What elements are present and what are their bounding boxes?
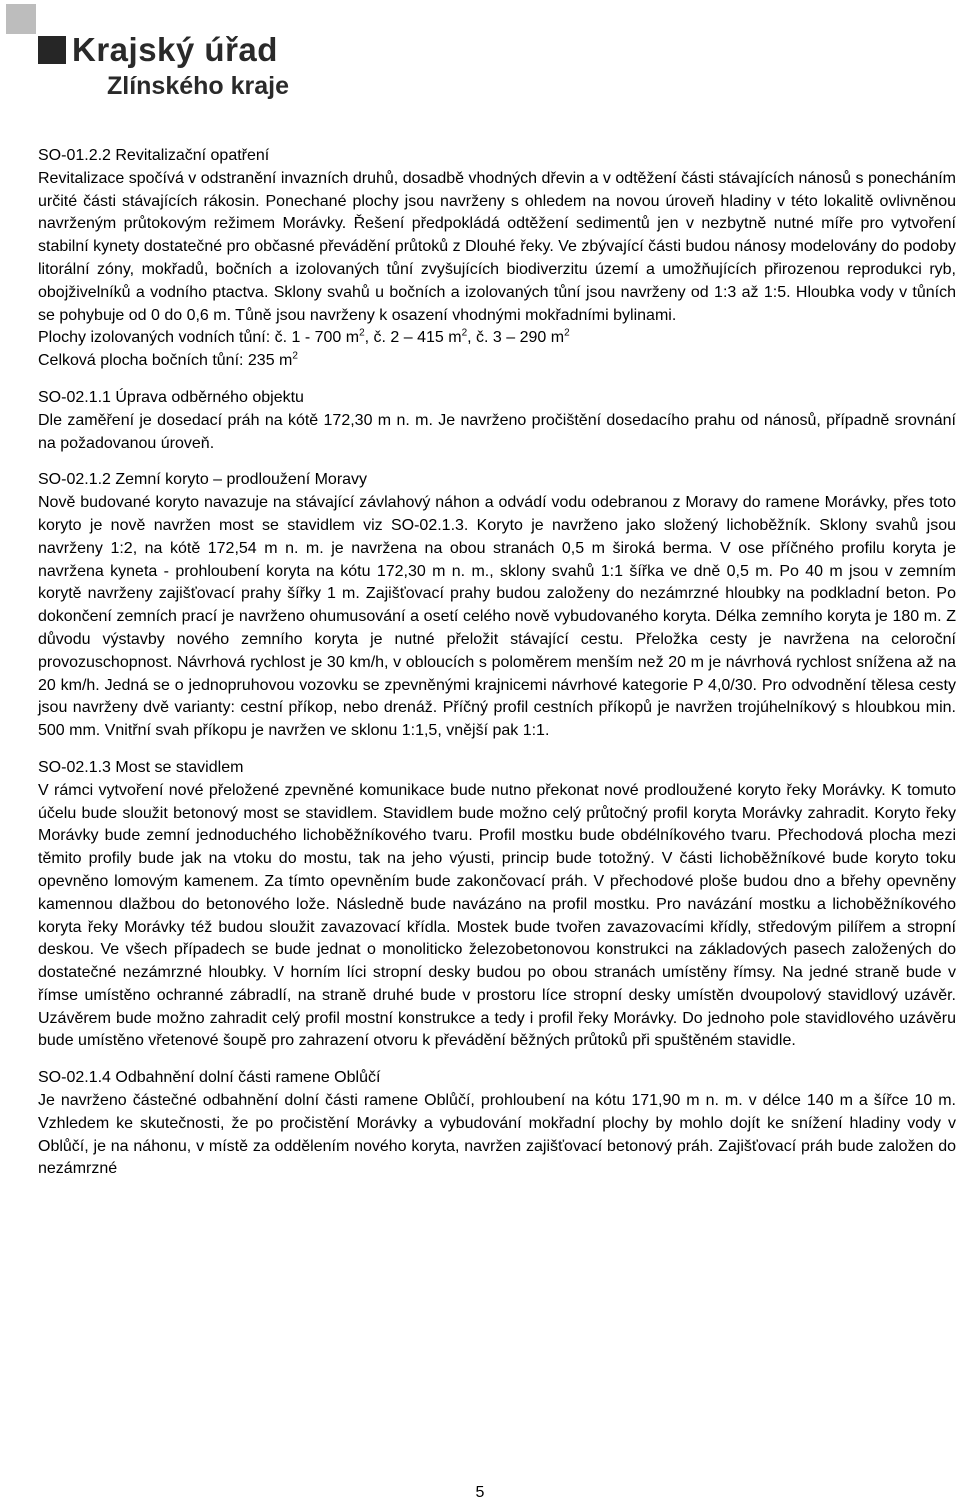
total-area-line — [38, 350, 956, 373]
superscript: 2 — [564, 328, 570, 340]
section-heading: SO-01.2.2 Revitalizační opatření — [38, 147, 270, 164]
document-body — [38, 145, 956, 1181]
logo-square-light — [6, 4, 36, 34]
section-zemni-koryto — [38, 469, 956, 743]
superscript: 2 — [461, 328, 468, 340]
areas-text-1: Plochy izolovaných vodních tůní: č. 1 - 700 m — [38, 329, 360, 347]
areas-text-2: , č. 2 – 415 m — [364, 329, 462, 347]
logo-title: Krajský úřad — [72, 31, 278, 68]
section-most-se-stavidlem — [38, 757, 956, 1053]
paragraph: Nově budované koryto navazuje na stávající závlahový náhon a odvádí vodu odebranou z Moravy do ramene Morávky, přes toto koryto je nově navržen most se stavidlem viz SO-02.1.3. Koryto je navrženo jako složený lichoběžník. Sklony svahů jsou navrženy 1:2, na kótě 172,54 m n. m. je navržena na obou stranách 0,5 m široká berma. V ose příčného profilu koryta je navržena kyneta - prohloubení koryta na kótu 172,30 m n. m., sklony svahů 1:1 šířka ve dně 0,5 m. Po 40 m jsou v zemním korytě navrženy zajišťovací prahy šířky 1 m. Zajišťovací prahy budou založeny do nezámrzné hloubky na podkladní beton. Po dokončení zemních prací je navrženo ohumusování a osetí celého nově vybudovaného koryta. Délka zemního koryta je 180 m. Z důvodu výstavby nového zemního koryta je nutné přeložit stávající cestu. Přeložka cesty je navržena na celoroční provozuschopnost. Návrhová rychlost je 30 km/h, v obloucích s poloměrem menším než 20 m je návrhová rychlost snížena až na 20 km/h. Jedná se o jednopruhovou vozovku se zpevněnými krajnicemi návrhové kategorie P 4,0/30. Pro odvodnění tělesa cesty jsou navrženy dvě varianty: cestní příkop, nebo drenáž. Příčný profil cestních příkopů je navržen trojúhelníkový s hloubkou min. 500 mm. Vnitřní svah příkopu je navržen ve sklonu 1:1,5, vnější pak 1:1. — [38, 494, 956, 740]
superscript: 2 — [292, 350, 298, 362]
total-area-text: Celková plocha bočních tůní: 235 m — [38, 352, 293, 370]
paragraph: Je navrženo částečné odbahnění dolní části ramene Oblůčí, prohloubení na kótu 171,90 m n. m. v délce 140 m a šířce 10 m. Vzhledem ke skutečnosti, že po pročistění Morávky a vybudování mokřadní plochy by mohlo dojít ke snížení hladiny vody v Oblůčí, je na náhonu, v místě za oddělením nového koryta, navržen zajišťovací betonový práh. Zajišťovací práh bude založen do nezámrzné — [38, 1092, 956, 1178]
logo-square-dark — [38, 36, 66, 64]
page-number: 5 — [475, 1484, 485, 1501]
section-revitalizace — [38, 145, 956, 373]
areas-line — [38, 327, 956, 350]
section-heading: SO-02.1.3 Most se stavidlem — [38, 758, 244, 776]
areas-text-3: , č. 3 – 290 m — [467, 329, 565, 347]
section-odberny-objekt — [38, 387, 956, 455]
paragraph: Dle zaměření je dosedací práh na kótě 172,30 m n. m. Je navrženo pročištění dosedacího prahu od nánosů, případně srovnání na požadovanou úroveň. — [38, 411, 956, 452]
paragraph: V rámci vytvoření nové přeložené zpevněné komunikace bude nutno překonat nové prodloužené koryto řeky Morávky. K tomuto účelu bude sloužit betonový most se stavidlem. Stavidlem bude možno celý průtočný profil koryta Morávky zahradit. Koryto řeky Morávky bude zemní jednoduchého lichoběžníkového tvaru. Profil mostku bude obdélníkového tvaru. Přechodová plocha mezi těmito profily bude jak na vtoku do mostu, tak na jeho výusti, princip bude totožný. V části lichoběžníkové bude koryto toku opevněno lomovým kamenem. Za tímto opevněním bude zakončovací práh. V přechodové ploše budou dno a břehy opevněny kamennou dlažbou do betonového lože. Následně bude navázáno na profil mostku. Pro navázání mostku a lichoběžníkového koryta řeky Morávky též budou sloužit zavazovací křídla. Mostek bude tvořen zavazovacími křídly, středovým pilířem a stropní deskou. Ve všech případech se bude jednat o monoliticko železobetonovou konstrukci na základových pasech založených do dostatečné nezámrzné hloubky. V horním líci stropní desky budou po obou stranách umístěny římsy. Na jedné straně bude v římse umístěno ochranné zábradlí, na straně druhé bude v prostoru líce stropní desky umístěn dvoupolový stavidlový uzávěr. Uzávěrem bude možno zahradit celý profil mostní konstrukce a tedy i profil řeky Morávky. Do jednoho pole stavidlového uzávěru bude umístěno vřetenové šoupě pro zahrazení otvoru k převádění běžných průtoků při spuštěném stavidle. — [38, 781, 956, 1050]
section-heading: SO-02.1.4 Odbahnění dolní části ramene Oblůčí — [38, 1069, 381, 1087]
superscript: 2 — [359, 328, 365, 340]
logo-subtitle: Zlínského kraje — [107, 72, 290, 100]
logo-square-blank — [38, 4, 66, 34]
section-heading: SO-02.1.1 Úprava odběrného objektu — [38, 388, 304, 406]
section-odbahneni — [38, 1067, 956, 1181]
section-heading: SO-02.1.2 Zemní koryto – prodloužení Moravy — [38, 471, 368, 489]
paragraph: Revitalizace spočívá v odstranění invazních druhů, dosadbě vhodných dřevin a v odtěžení části stávajících nánosů s ponecháním určité části stávajících rákosin. Ponechané plochy jsou navrženy s ohledem na novou úroveň hladiny v této lokalitě ovlivněnou navrženým průtokovým režimem Morávky. Řešení předpokládá odtěžení sedimentů jen v nezbytně nutné míře pro vytvoření stabilní kynety dostatečné pro občasné převádění průtoků z Dlouhé řeky. Ve zbývající části budou nánosy modelovány do podoby litorální zóny, mokřadů, bočních a izolovaných tůní zvyšujících biodiverzitu území a umožňujících přirozenou reprodukci ryb, obojživelníků a vodního ptactva. Sklony svahů u bočních a izolovaných tůní jsou navrženy od 1:3 až 1:5. Hloubka vody v tůních se pohybuje od 0 do 0,6 m. Tůně jsou navrženy k osazení vhodnými mokřadními bylinami. — [38, 169, 956, 324]
logo — [6, 4, 306, 104]
